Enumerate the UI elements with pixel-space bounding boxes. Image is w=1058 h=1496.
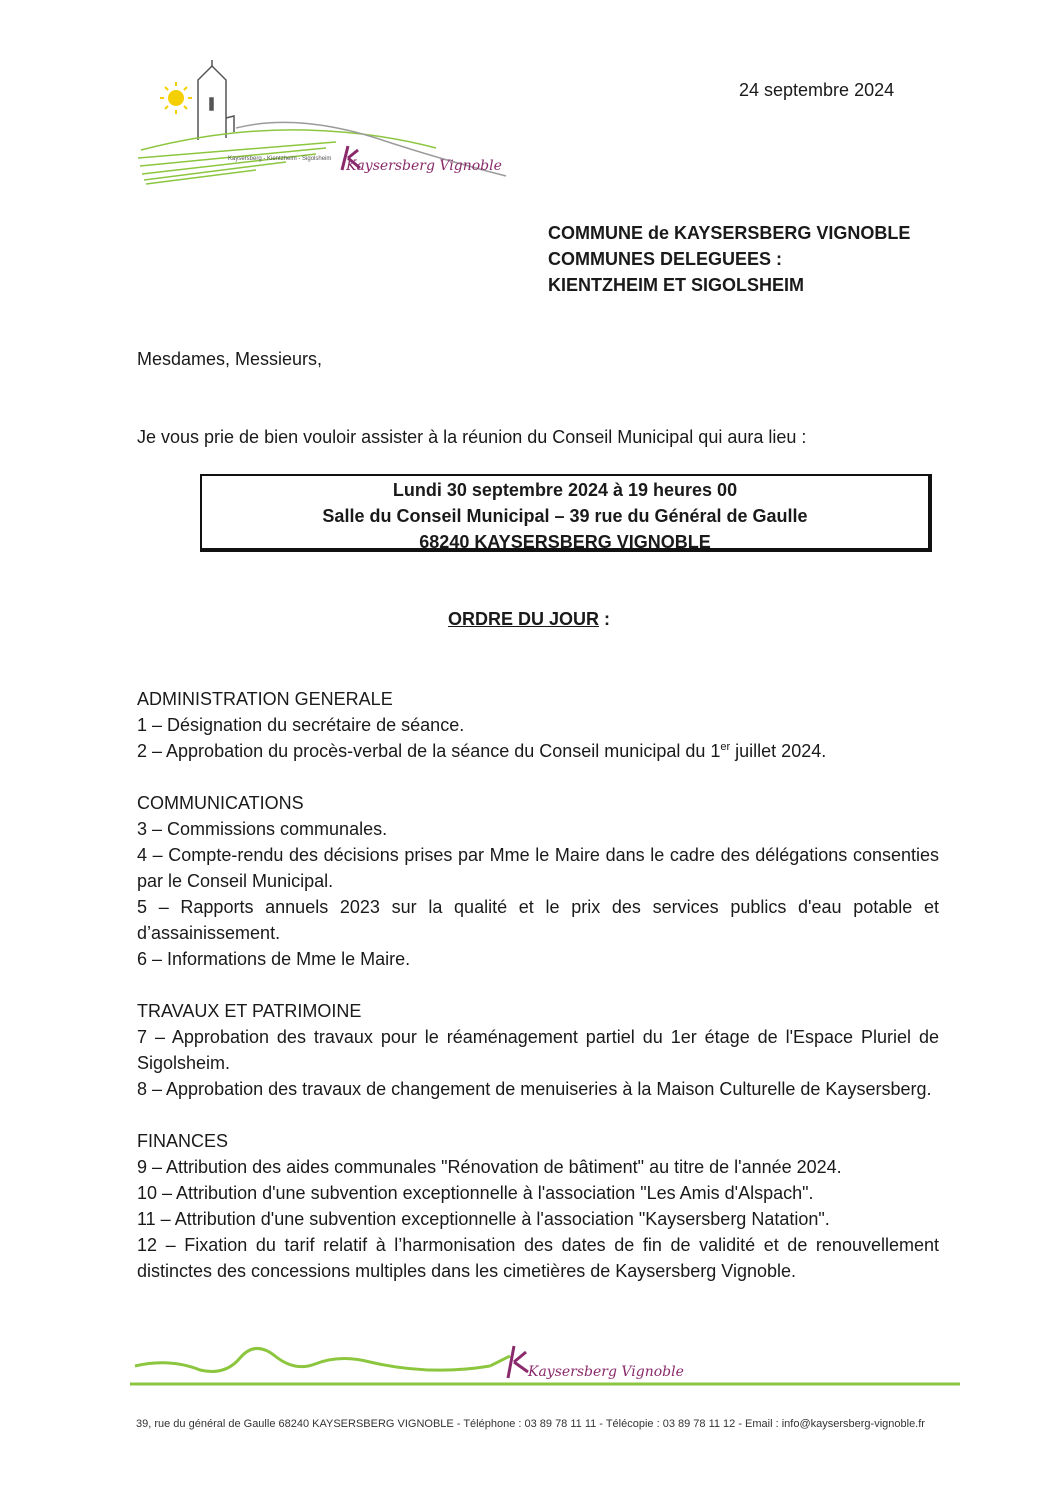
agenda-item: 7 – Approbation des travaux pour le réaménagement partiel du 1er étage de l'Espace Pluriel de Sigolsheim.: [137, 1027, 939, 1073]
section-title: COMMUNICATIONS: [137, 793, 304, 813]
recipient-block: [548, 220, 910, 298]
footer-logo: [130, 1336, 970, 1396]
footer-address: 39, rue du général de Gaulle 68240 KAYSERSBERG VIGNOBLE - Téléphone : 03 89 78 11 11 - Télécopie : 03 89 78 11 12 - Email : info@kaysersberg-vignoble.fr: [136, 1418, 925, 1430]
agenda-title-suffix: :: [599, 609, 610, 629]
logo-subtext: Kaysersberg - Kientzheim - Sigolsheim: [228, 156, 332, 162]
agenda-item: 12 – Fixation du tarif relatif à l’harmonisation des dates de fin de validité et de renouvellement distinctes des concessions multiples dans les cimetières de Kaysersberg Vignoble.: [137, 1235, 939, 1281]
footer-wave-line: [490, 1356, 510, 1366]
sun-icon: [160, 82, 192, 114]
church-icon: [198, 60, 234, 140]
agenda-title: [0, 609, 1058, 630]
agenda-item: 1 – Désignation du secrétaire de séance.: [137, 715, 465, 735]
agenda-item: 8 – Approbation des travaux de changement de menuiseries à la Maison Culturelle de Kaysersberg.: [137, 1079, 932, 1099]
footer-logo-text: Kaysersberg Vignoble: [528, 1364, 684, 1380]
footer-k-mark: [508, 1346, 528, 1378]
meeting-city: 68240 KAYSERSBERG VIGNOBLE: [419, 532, 711, 552]
section-title: FINANCES: [137, 1131, 229, 1151]
agenda-title-text: ORDRE DU JOUR: [447, 609, 599, 629]
letter-date: 24 septembre 2024: [739, 80, 895, 100]
logo-text: Kaysersberg Vignoble: [346, 158, 502, 174]
recipient-line: KIENTZHEIM ET SIGOLSHEIM: [548, 275, 805, 295]
section-title: TRAVAUX ET PATRIMOINE: [137, 1001, 362, 1021]
agenda-item: 3 – Commissions communales.: [137, 819, 388, 839]
recipient-line: COMMUNE de KAYSERSBERG VIGNOBLE: [548, 223, 911, 243]
meeting-datetime: Lundi 30 septembre 2024 à 19 heures 00: [392, 480, 738, 500]
agenda-item: 5 – Rapports annuels 2023 sur la qualité et le prix des services publics d'eau potable et d’assainissement.: [137, 897, 939, 943]
vineyard-icon: [138, 122, 506, 184]
logo: [136, 58, 516, 190]
section-title: ADMINISTRATION GENERALE: [137, 689, 393, 709]
ordinal-superscript: er: [720, 741, 731, 753]
agenda-item: 11 – Attribution d'une subvention exceptionnelle à l'association "Kaysersberg Natation".: [137, 1209, 830, 1229]
agenda-item: 10 – Attribution d'une subvention exceptionnelle à l'association "Les Amis d'Alspach".: [137, 1183, 814, 1203]
agenda-item: 9 – Attribution des aides communales "Rénovation de bâtiment" au titre de l'année 2024.: [137, 1157, 842, 1177]
meeting-details-box: [200, 474, 932, 552]
meeting-place: Salle du Conseil Municipal – 39 rue du Général de Gaulle: [322, 506, 808, 526]
agenda-list: [137, 686, 939, 1284]
salutation: Mesdames, Messieurs,: [137, 349, 323, 369]
footer-wave-line: [135, 1348, 490, 1371]
recipient-line: COMMUNES DELEGUEES :: [548, 249, 783, 269]
agenda-item: 4 – Compte-rendu des décisions prises par Mme le Maire dans le cadre des délégations consenties par le Conseil Municipal.: [137, 845, 939, 891]
agenda-item: 6 – Informations de Mme le Maire.: [137, 949, 411, 969]
agenda-item: 2 – Approbation du procès-verbal de la séance du Conseil municipal du 1er juillet 2024.: [137, 741, 827, 761]
intro-text: Je vous prie de bien vouloir assister à la réunion du Conseil Municipal qui aura lieu :: [137, 427, 807, 447]
